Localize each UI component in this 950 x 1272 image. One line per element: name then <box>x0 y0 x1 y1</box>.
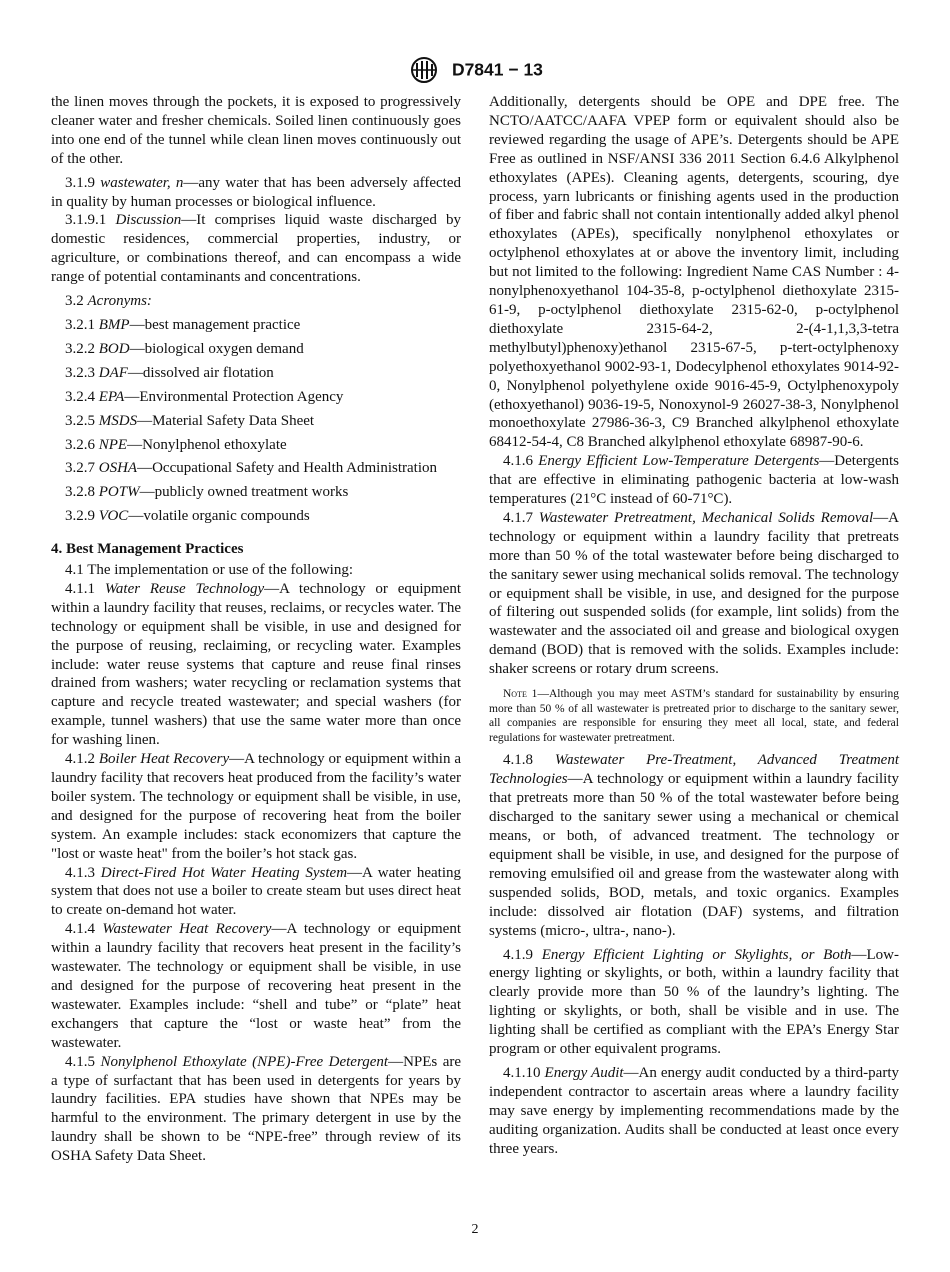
definition-3-1-9: 3.1.9 wastewater, n—any water that has been adversely affected in quality by human processes or biological influence. <box>51 174 462 210</box>
paragraph-4-1-7: 4.1.7 Wastewater Pretreatment, Mechanical Solids Removal—A technology or equipment within a laundry facility that pretreats more than 50 % of the total wastewater before being discharged to the sanitary sewer using mechanical solids removal. The technology or equipment shall be visible, in use, and designed for the purpose of filtering out suspended solids (for example, lint solids) from the wastewater and the associated oil and grease and biological oxygen demand (BOD) that is removed with the solids. Examples include: shaker screens or rotary drum screens. <box>489 509 899 678</box>
page-header <box>0 56 950 84</box>
paragraph-4-1-9: 4.1.9 Energy Efficient Lighting or Skylights, or Both—Low-energy lighting or skylights, or both, within a laundry facility that clearly provide more than 50 % of the laundry’s lighting. The lighting or skylights, or both, shall be visible and in use. The lighting shall be certified as compliant with the EPA’s Energy Star program or other equivalent programs. <box>489 946 899 1058</box>
acronym-item: 3.2.7 OSHA—Occupational Safety and Health Administration <box>65 460 438 477</box>
page-number: 2 <box>471 1222 479 1237</box>
paragraph-4-1-2: 4.1.2 Boiler Heat Recovery—A technology or equipment within a laundry facility that recovers heat produced from the facility’s water boiler system. The technology or equipment shall be visible, in use, and designed for the purpose of recovering heat from the boiler system. An example includes: stack economizers that capture the "lost or waste heat" from the boiler’s hot stack gas. <box>51 751 461 862</box>
astm-logo-icon <box>407 56 441 84</box>
acronym-item: 3.2.1 BMP—best management practice <box>65 316 301 333</box>
acronym-item: 3.2.8 POTW—publicly owned treatment works <box>65 484 349 501</box>
paragraph-4-1-4: 4.1.4 Wastewater Heat Recovery—A technology or equipment within a laundry facility that recovers heat present in the facility’s wastewater. The technology or equipment shall be visible, in use and designed for the purpose of recovering heat present in the wastewater. Examples include: “shell and tube” or “plate” heat exchangers that capture the “lost or waste heat” from the wastewater. <box>51 921 461 1051</box>
paragraph-continued: Additionally, detergents should be OPE and DPE free. The NCTO/AATCC/AAFA VPEP form or equivalent should also be reviewed regarding the usage of APE’s. Detergents should be APE Free as outlined in NSF/ANSI 336 2011 Section 6.4.6 Alkylphenol ethoxylates (APEs). Cleaning agents, detergents, scouring, dye process, yarn lubricants or finishing agents used in the production of fiber and fabric shall not contain intentionally added alkyl phenol ethoxylates (APEs), specifically nonylphenol ethoxylates or octylphenol ethoxylates at or above the inventory limit, including but not limited to the following: Ingredient Name CAS Number : 4-nonylphenoxyethanol 104-35-8, p-octylphenol diethoxylate 2315-61-9, p-octylphenol diethoxylate 2315-62-0, p-octylphenol diethoxylate 2315-64-2, 2-(4-1,1,3,3-tetra methylbutyl)phenoxy)ethanol 2315-67-5, p-tert-octylphenoxy polyethoxyethanol 9002-93-1, Dodecylphenol ethoxylates 9014-92-0, Nonylphenol polyethylene oxide 9016-45-9, Octylphenoxypoly (ethoxyethanol) 9036-19-5, Nonoxynol-9 26027-38-3, Nonylphenol monoethoxylate 27986-36-3, C9 Branched alkylphenol ethoxylate 68412-54-4, C8 Branched alkylphenol ethoxylate 68987-90-6. <box>489 94 899 451</box>
section-heading-4: 4. Best Management Practices <box>51 541 244 558</box>
paragraph-4-1-8: 4.1.8 Wastewater Pre-Treatment, Advanced Treatment Technologies—A technology or equipment within a laundry facility that pretreats more than 50 % of the total wastewater before being discharged to the sanitary sewer using a mechanical or chemical means, or both, of advanced treatment. The technology or equipment shall be visible, in use, and designed for the purpose of removing emulsified oil and grease from the wastewater along with suspended solids, BOD, metals, and toxic organics. Examples include: dissolved air flotation (DAF) systems, and filtration systems (micro-, ultra-, nano-). <box>489 752 900 939</box>
paragraph-4-1-6: 4.1.6 Energy Efficient Low-Temperature Detergents—Detergents that are effective in eliminating pathogenic bacteria at low-wash temperatures (21°C instead of 60-71°C). <box>489 453 899 508</box>
paragraph-continued: the linen moves through the pockets, it is exposed to progressively cleaner water and fresher chemicals. Soiled linen continuously goes into one end of the tunnel while clean linen moves continuously out of the other. <box>51 94 461 167</box>
paragraph-4-1-10: 4.1.10 Energy Audit—An energy audit conducted by a third-party independent contractor to ascertain areas where a laundry facility may save energy by implementing recommendations made by the auditing organization. Audits shall be conducted at least once every three years. <box>489 1064 899 1157</box>
paragraph-4-1-1: 4.1.1 Water Reuse Technology—A technology or equipment within a laundry facility that reuses, reclaims, or recycles water. The technology or equipment shall be visible, in use and designed for the purpose of reusing, reclaiming, or recycling water. Examples include: water reuse systems that capture and reuse final rinses drained from washers; water recycling or reclamation systems that capture and recycle treated wastewater; and special washers (for example, tunnel washers) that use the same water more than once for washing linen. <box>51 580 462 749</box>
section-3-2-heading: 3.2 Acronyms: <box>65 293 152 310</box>
definition-3-1-9-1: 3.1.9.1 Discussion—It comprises liquid waste discharged by domestic residences, commercial properties, industry, or agriculture, or combinations thereof, and can encompass a wide range of potential contaminants and concentrations. <box>51 212 462 286</box>
left-column <box>51 93 461 1166</box>
acronym-item: 3.2.4 EPA—Environmental Protection Agency <box>65 388 344 405</box>
right-column <box>489 93 899 1159</box>
paragraph-4-1: 4.1 The implementation or use of the following: <box>65 562 354 579</box>
note-1: Note 1—Although you may meet ASTM’s standard for sustainability by ensuring more than 50 % of all wastewater is pretreated prior to discharge to the sanitary sewer, all companies are responsible for ensuring they meet all local, state, and federal regulations for wastewater pretreatment. <box>489 688 899 744</box>
acronym-item: 3.2.2 BOD—biological oxygen demand <box>65 340 304 357</box>
paragraph-4-1-3: 4.1.3 Direct-Fired Hot Water Heating System—A water heating system that does not use a boiler to create steam but uses direct heat to create on-demand hot water. <box>51 864 461 919</box>
acronym-item: 3.2.5 MSDS—Material Safety Data Sheet <box>65 412 315 429</box>
paragraph-4-1-5: 4.1.5 Nonylphenol Ethoxylate (NPE)-Free Detergent—NPEs are a type of surfactant that has been used in detergents for years by laundry facilities. EPA studies have shown that NPEs may be harmful to the environment. The primary detergent in use by the laundry shall be shown to be “NPE-free” through review of its OSHA Safety Data Sheet. <box>51 1053 462 1165</box>
acronym-item: 3.2.3 DAF—dissolved air flotation <box>65 364 274 381</box>
acronym-item: 3.2.6 NPE—Nonylphenol ethoxylate <box>65 436 287 453</box>
acronym-item: 3.2.9 VOC—volatile organic compounds <box>65 508 310 525</box>
standard-designation: D7841 − 13 <box>451 59 543 80</box>
